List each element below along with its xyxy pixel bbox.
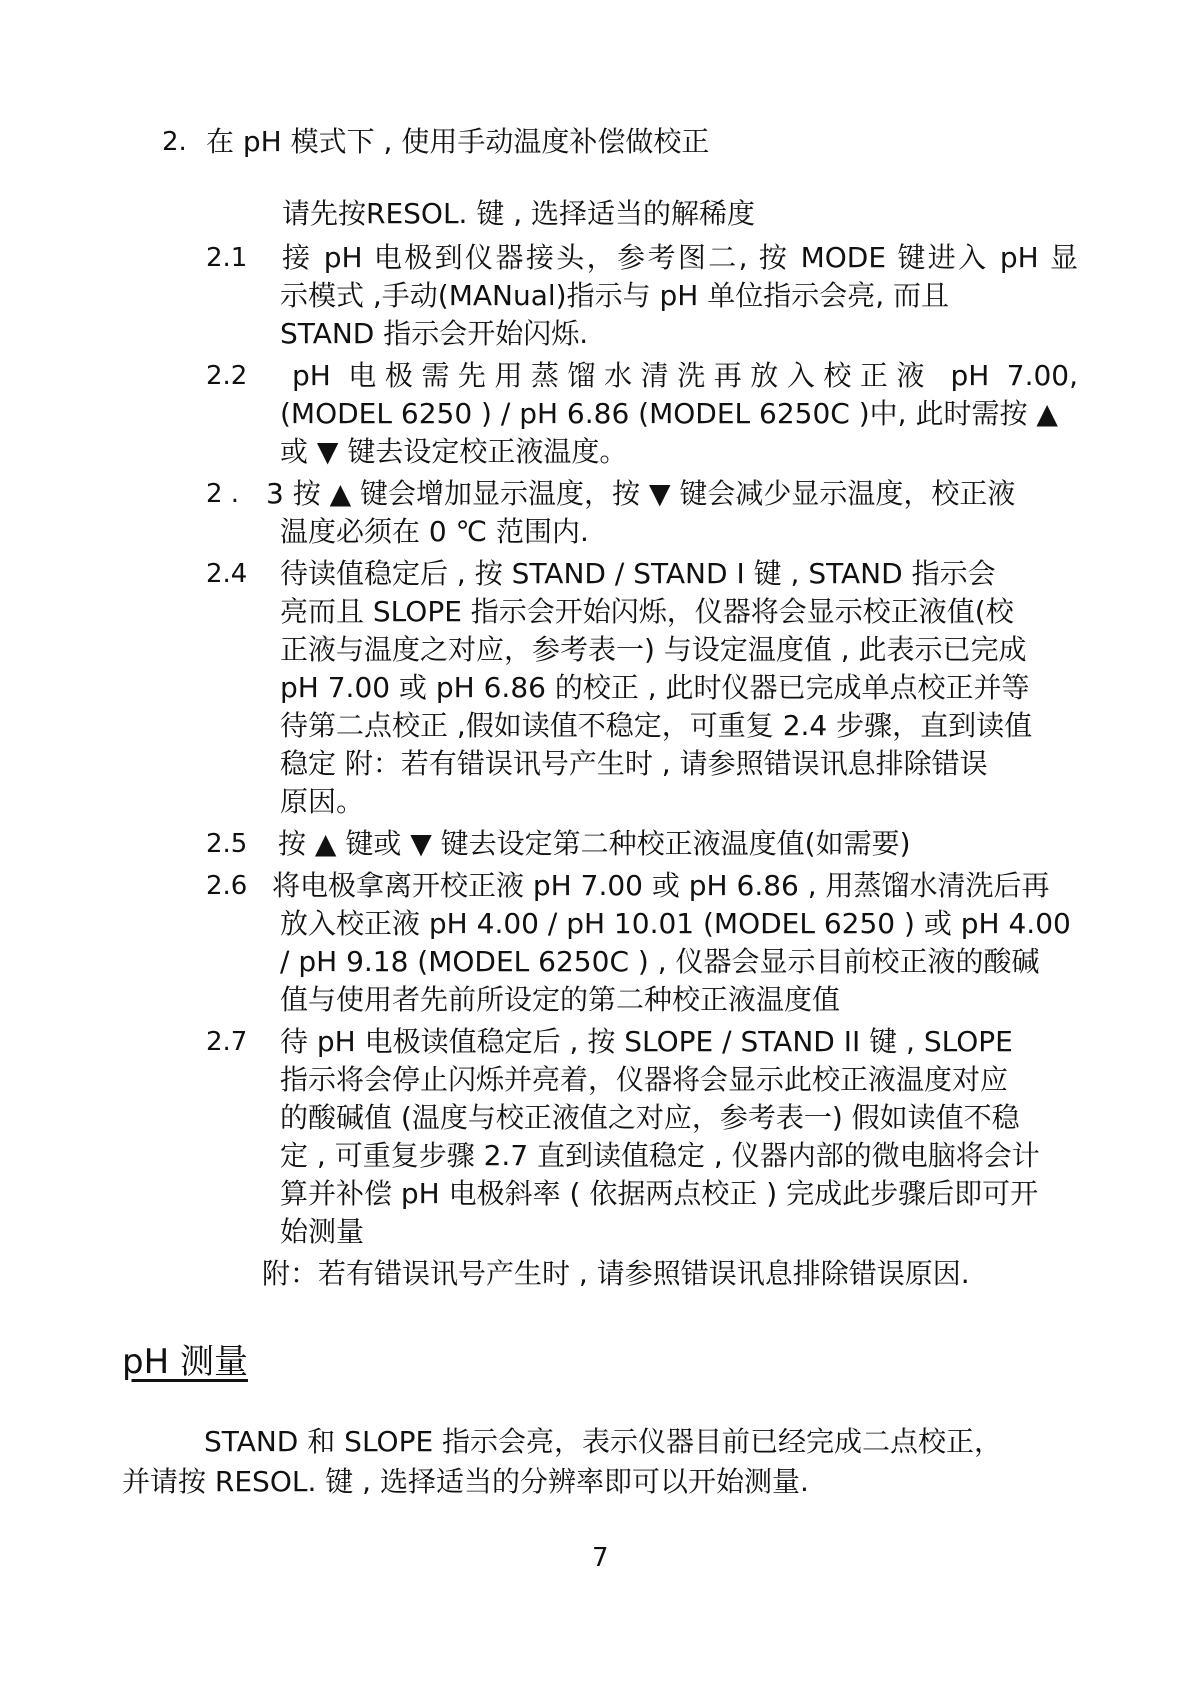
step-number-2-7: 2.7 — [206, 1027, 248, 1057]
step-2-4-line-2: 亮而且 SLOPE 指示会开始闪烁，仪器将会显示校正液值(校 — [280, 595, 1014, 628]
step-number-2-5: 2.5 — [206, 829, 248, 859]
step-2-4-line-7: 原因。 — [280, 785, 365, 818]
step-2-6-line-2: 放入校正液 pH 4.00 ∕ pH 10.01 (MODEL 6250 ) 或 pH 4.00 — [280, 907, 1071, 940]
step-2-4-line-3: 正液与温度之对应，参考表一) 与设定温度值 , 此表示已完成 — [280, 633, 1027, 666]
step-2-3-line-2: 温度必须在 0 ℃ 范围内. — [280, 515, 589, 548]
step-number-2-1: 2.1 — [206, 243, 248, 273]
step-2-4-line-4: pH 7.00 或 pH 6.86 的校正 , 此时仪器已完成单点校正并等 — [280, 671, 1030, 704]
step-number-2-4: 2.4 — [206, 559, 248, 589]
header-number: 2. — [162, 127, 187, 157]
step-2-7-line-6: 始测量 — [280, 1215, 365, 1248]
intro-text: 请先按RESOL. 键 , 选择适当的解稀度 — [282, 197, 756, 230]
step-2-1-line-2: 示模式 ,手动(MANual)指示与 pH 单位指示会亮, 而且 — [280, 279, 950, 312]
step-2-5-line-1: 按 ▲ 键或 ▼ 键去设定第二种校正液温度值(如需要) — [278, 827, 911, 860]
step-2-6-line-4: 值与使用者先前所设定的第二种校正液温度值 — [280, 983, 841, 1016]
step-number-2-3: 2 . — [206, 479, 240, 509]
step-2-3-line-1: 3 按 ▲ 键会增加显示温度，按 ▼ 键会减少显示温度，校正液 — [266, 477, 1016, 510]
step-2-4-line-1: 待读值稳定后 , 按 STAND ∕ STAND I 键 , STAND 指示会 — [280, 557, 996, 590]
section-title: pH 测量 — [122, 1342, 248, 1382]
step-2-7-line-1: 待 pH 电极读值稳定后 , 按 SLOPE ∕ STAND II 键 , SLOPE — [280, 1025, 1013, 1058]
step-2-4-line-6: 稳定 附：若有错误讯号产生时 , 请参照错误讯息排除错误 — [280, 747, 988, 780]
step-2-2-line-2: (MODEL 6250 ) ∕ pH 6.86 (MODEL 6250C )中, 此时需按 ▲ — [280, 397, 1058, 430]
step-number-2-2: 2.2 — [206, 361, 248, 391]
step-2-6-line-3: ∕ pH 9.18 (MODEL 6250C ) , 仪器会显示目前校正液的酸碱 — [280, 945, 1040, 978]
step-2-7-line-3: 的酸碱值 (温度与校正液值之对应，参考表一) 假如读值不稳 — [280, 1101, 1020, 1134]
step-2-4-line-5: 待第二点校正 ,假如读值不稳定，可重复 2.4 步骤，直到读值 — [280, 709, 1033, 742]
step-2-2-line-1: pH 电极需先用蒸馏水清洗再放入校正液 pH 7.00, — [292, 359, 1078, 392]
step-2-7-line-2: 指示将会停止闪烁并亮着，仪器将会显示此校正液温度对应 — [280, 1063, 1009, 1096]
section-paragraph-line-2: 并请按 RESOL. 键 , 选择适当的分辨率即可以开始测量. — [122, 1465, 809, 1498]
header-title: 在 pH 模式下 , 使用手动温度补偿做校正 — [206, 125, 710, 158]
step-2-2-line-3: 或 ▼ 键去设定校正液温度。 — [280, 435, 628, 468]
note-text: 附：若有错误讯号产生时 , 请参照错误讯息排除错误原因. — [262, 1257, 970, 1290]
step-2-6-line-1: 将电极拿离开校正液 pH 7.00 或 pH 6.86 , 用蒸馏水清洗后再 — [272, 869, 1050, 902]
step-2-1-line-3: STAND 指示会开始闪烁. — [280, 317, 589, 350]
section-paragraph-line-1: STAND 和 SLOPE 指示会亮，表示仪器目前已经完成二点校正， — [204, 1425, 1003, 1458]
step-number-2-6: 2.6 — [206, 871, 248, 901]
step-2-7-line-4: 定 , 可重复步骤 2.7 直到读值稳定 , 仪器内部的微电脑将会计 — [280, 1139, 1040, 1172]
page-number: 7 — [592, 1543, 609, 1573]
step-2-1-line-1: 接 pH 电极到仪器接头，参考图二, 按 MODE 键进入 pH 显 — [282, 241, 1078, 274]
step-2-7-line-5: 算并补偿 pH 电极斜率 ( 依据两点校正 ) 完成此步骤后即可开 — [280, 1177, 1039, 1210]
